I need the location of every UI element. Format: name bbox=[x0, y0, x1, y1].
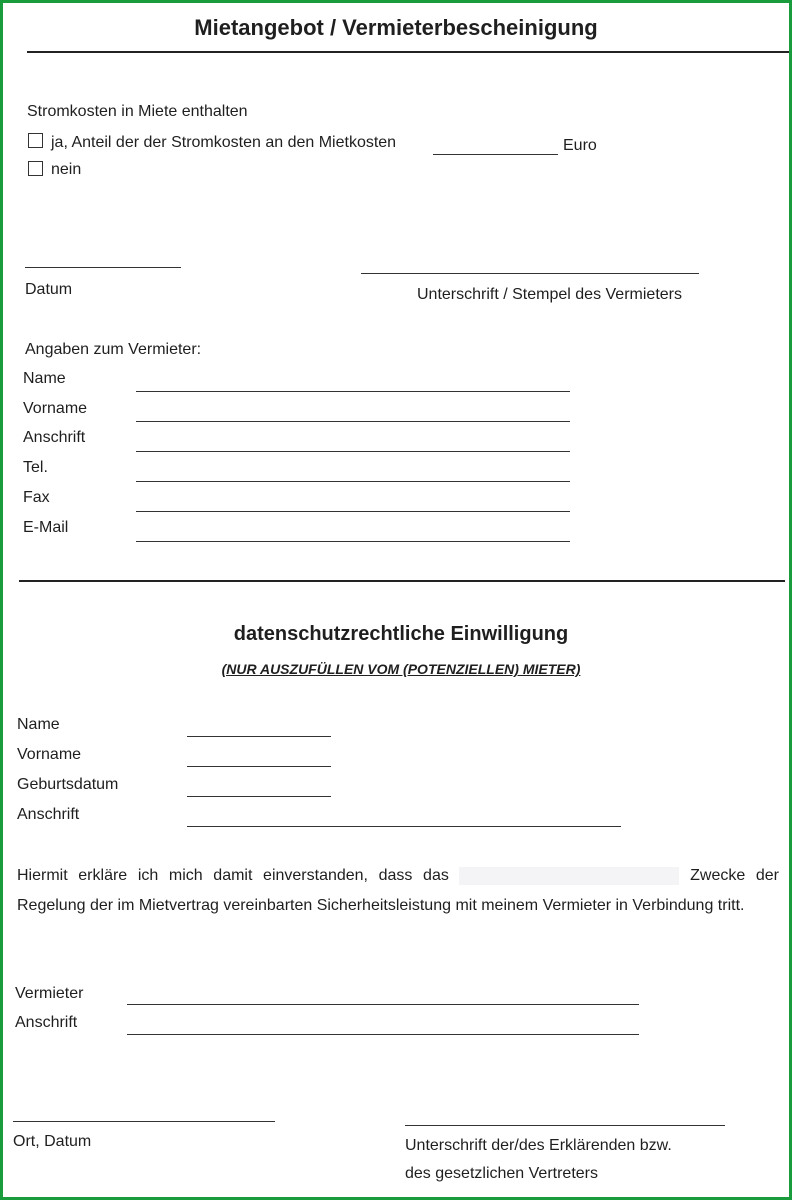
consent-landlord-address-label: Anschrift bbox=[15, 1014, 78, 1031]
tenant-birthdate-field[interactable] bbox=[187, 796, 331, 797]
landlord-signature-label: Unterschrift / Stempel des Vermieters bbox=[417, 286, 682, 303]
declarant-signature-label-2: des gesetzlichen Vertreters bbox=[405, 1165, 598, 1182]
yes-checkbox[interactable] bbox=[28, 133, 43, 148]
landlord-address-field[interactable] bbox=[136, 451, 570, 452]
electricity-amount-field[interactable] bbox=[433, 154, 558, 155]
landlord-signature-field[interactable] bbox=[361, 273, 699, 274]
landlord-info-heading: Angaben zum Vermieter: bbox=[25, 341, 202, 358]
tenant-birthdate-label: Geburtsdatum bbox=[17, 776, 119, 793]
redacted-area bbox=[459, 867, 679, 885]
electricity-question: Stromkosten in Miete enthalten bbox=[27, 103, 248, 120]
date-field[interactable] bbox=[25, 267, 181, 268]
consent-text-end: Zwecke der Regelung der im Mietvertrag vereinbarten Sicherheitsleistung mit meinem Vermieter in Verbindung tritt. bbox=[17, 867, 779, 914]
landlord-address-label: Anschrift bbox=[23, 429, 86, 446]
declarant-signature-label-1: Unterschrift der/des Erklärenden bzw. bbox=[405, 1137, 672, 1154]
landlord-name-field[interactable] bbox=[136, 391, 570, 392]
landlord-phone-field[interactable] bbox=[136, 481, 570, 482]
consent-title: datenschutzrechtliche Einwilligung bbox=[233, 623, 569, 645]
landlord-phone-label: Tel. bbox=[23, 459, 48, 476]
page-title: Mietangebot / Vermieterbescheinigung bbox=[194, 15, 598, 40]
place-date-field[interactable] bbox=[13, 1121, 275, 1122]
consent-landlord-label: Vermieter bbox=[15, 985, 84, 1002]
title-rule bbox=[27, 51, 789, 53]
consent-text-start: Hiermit erkläre ich mich damit einverstanden, dass das bbox=[17, 867, 449, 884]
tenant-name-field[interactable] bbox=[187, 736, 331, 737]
consent-subtitle: (NUR AUSZUFÜLLEN VOM (POTENZIELLEN) MIETER) bbox=[221, 661, 581, 677]
tenant-name-label: Name bbox=[17, 716, 60, 733]
declarant-signature-field[interactable] bbox=[405, 1125, 725, 1126]
tenant-firstname-field[interactable] bbox=[187, 766, 331, 767]
euro-label: Euro bbox=[563, 137, 597, 154]
yes-label: ja, Anteil der der Stromkosten an den Mietkosten bbox=[51, 134, 397, 151]
tenant-firstname-label: Vorname bbox=[17, 746, 82, 763]
landlord-fax-label: Fax bbox=[23, 489, 50, 506]
section-divider bbox=[19, 580, 785, 582]
landlord-firstname-field[interactable] bbox=[136, 421, 570, 422]
landlord-firstname-label: Vorname bbox=[23, 400, 88, 417]
landlord-email-field[interactable] bbox=[136, 541, 570, 542]
tenant-address-label: Anschrift bbox=[17, 806, 80, 823]
date-label: Datum bbox=[25, 281, 73, 298]
landlord-name-label: Name bbox=[23, 370, 66, 387]
no-label: nein bbox=[51, 161, 82, 178]
landlord-fax-field[interactable] bbox=[136, 511, 570, 512]
consent-landlord-field[interactable] bbox=[127, 1004, 639, 1005]
tenant-address-field[interactable] bbox=[187, 826, 621, 827]
landlord-email-label: E-Mail bbox=[23, 519, 69, 536]
consent-paragraph bbox=[17, 861, 779, 921]
place-date-label: Ort, Datum bbox=[13, 1133, 92, 1150]
no-checkbox[interactable] bbox=[28, 161, 43, 176]
consent-landlord-address-field[interactable] bbox=[127, 1034, 639, 1035]
